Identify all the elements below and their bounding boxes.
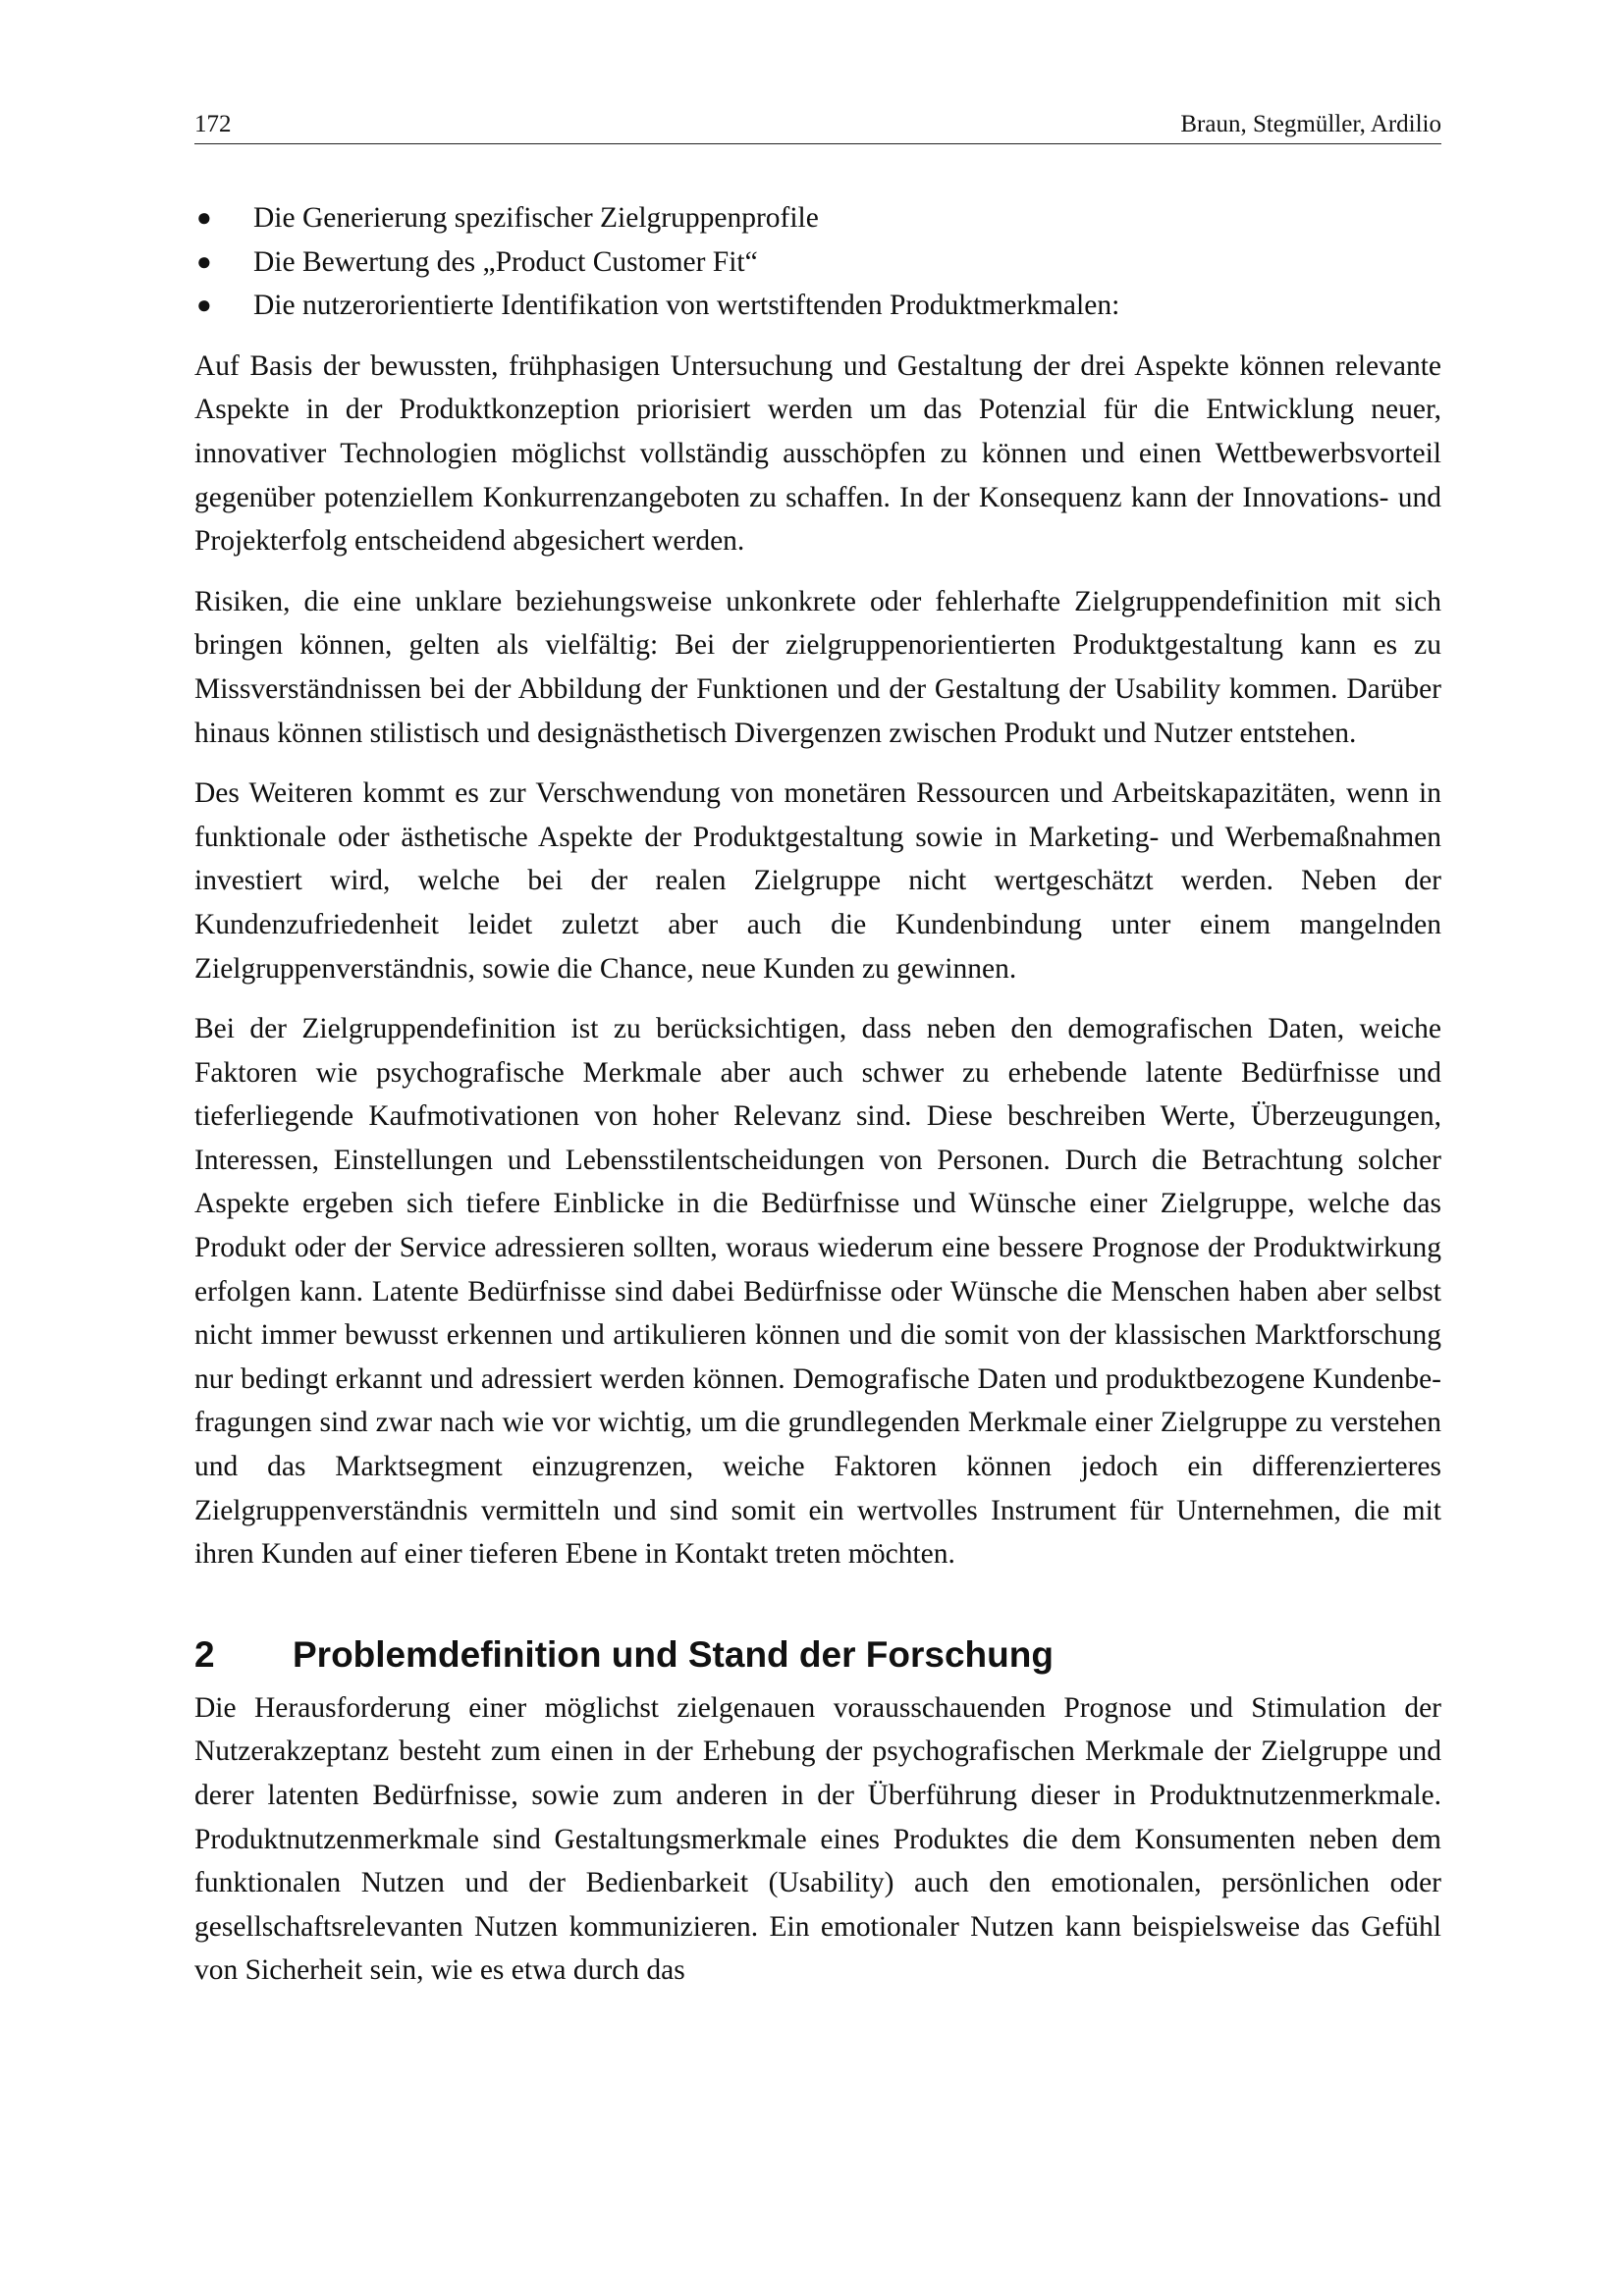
section-heading: [194, 1633, 1441, 1677]
page-header: [194, 110, 1441, 144]
bullet-dot-icon: ●: [196, 203, 212, 232]
running-head: Braun, Stegmüller, Ardilio: [1180, 111, 1441, 137]
bullet-dot-icon: ●: [196, 291, 212, 320]
bullet-list: [194, 196, 1441, 328]
bullet-item: [194, 240, 1441, 285]
bullet-text: Die Bewertung des „Product Customer Fit“: [253, 245, 758, 278]
section-number: 2: [194, 1633, 215, 1675]
section-title: Problemdefinition und Stand der Forschung: [293, 1633, 1054, 1675]
bullet-item: [194, 196, 1441, 240]
paragraph: Die Herausforderung einer möglichst zielgenauen vorausschauenden Prognose und Stimulation der Nutzerakzeptanz besteht zum einen in der Erhebung der psychografischen Merkmale der Zielgruppe und derer latenten Bedürfnisse, sowie zum anderen in der Überführung dieser in Produktnutzenmerkmale. Produktnutzenmerkmale sind Gestaltungsmerkmale eines Produktes die dem Konsumenten neben dem funktionalen Nutzen und der Bedienbarkeit (Usability) auch den emotionalen, persönlichen oder gesellschaftsrelevanten Nutzen kommunizieren. Ein emotionaler Nutzen kann beispielsweise das Gefühl von Sicherheit sein, wie es etwa durch das: [194, 1691, 1441, 1987]
paragraph: Auf Basis der bewussten, frühphasigen Untersuchung und Gestaltung der drei Aspekte können relevante Aspekte in der Produktkonzeption priorisiert werden um das Potenzial für die Entwicklung neuer, innovativer Technologien möglichst vollständig ausschöpfen zu können und einen Wettbewerbsvorteil gegenüber potenziellem Konkurrenzangeboten zu schaffen. In der Konsequenz kann der Innovations- und Projekterfolg entscheidend abgesichert werden.: [194, 349, 1441, 558]
page-body: [194, 196, 1441, 1993]
bullet-dot-icon: ●: [196, 246, 212, 276]
paragraph: Risiken, die eine unklare beziehungsweise unkonkrete oder fehlerhafte Zielgruppendefinition mit sich bringen können, gelten als vielfältig: Bei der zielgruppenorientierten Produktgestaltung kann es zu Missverständnissen bei der Abbildung der Funktionen und der Gestaltung der Usability kommen. Darüber hinaus können stilistisch und designästhetisch Divergenzen zwischen Produkt und Nutzer entstehen.: [194, 585, 1441, 749]
paragraph: Des Weiteren kommt es zur Verschwendung von monetären Ressourcen und Arbeitskapazitäten, wenn in funktionale oder ästhetische Aspekte der Produktgestaltung sowie in Marketing- und Werbemaßnahmen investiert wird, welche bei der realen Zielgruppe nicht wertgeschätzt werden. Neben der Kundenzufriedenheit leidet zuletzt aber auch die Kundenbindung unter einem mangelnden Zielgruppenverständnis, sowie die Chance, neue Kunden zu gewinnen.: [194, 777, 1441, 985]
bullet-text: Die Generierung spezifischer Zielgruppenprofile: [253, 202, 819, 234]
bullet-text: Die nutzerorientierte Identifikation von wertstiftenden Produktmerkmalen:: [253, 290, 1120, 322]
paragraph: Bei der Zielgruppendefinition ist zu berücksichtigen, dass neben den demografischen Daten, weiche Faktoren wie psychografische Merkmale aber auch schwer zu erhebende latente Bedürfnisse und tieferliegende Kaufmotivationen von hoher Relevanz sind. Diese beschreiben Werte, Überzeugungen, Interessen, Einstellungen und Lebensstilentscheidungen von Personen. Durch die Betrachtung solcher Aspekte ergeben sich tiefere Einblicke in die Bedürfnisse und Wünsche einer Zielgruppe, welche das Produkt oder der Service adressieren sollten, woraus wiederum eine bessere Prognose der Produktwirkung erfolgen kann. Latente Bedürfnisse sind dabei Bedürfnisse oder Wünsche die Menschen haben aber selbst nicht immer bewusst erkennen und artikulieren können und die somit von der klassischen Marktforschung nur bedingt erkannt und adressiert werden können. Demografische Daten und produktbezogene Kundenbefragungen sind zwar nach wie vor wichtig, um die grundlegenden Merkmale einer Zielgruppe zu verstehen und das Marktsegment einzugrenzen, weiche Faktoren können jedoch ein differenzierteres Zielgruppenverständnis vermitteln und sind somit ein wertvolles Instrument für Unternehmen, die mit ihren Kunden auf einer tieferen Ebene in Kontakt treten möchten.: [194, 1013, 1441, 1571]
bullet-item: [194, 284, 1441, 328]
page-number: 172: [194, 111, 232, 137]
